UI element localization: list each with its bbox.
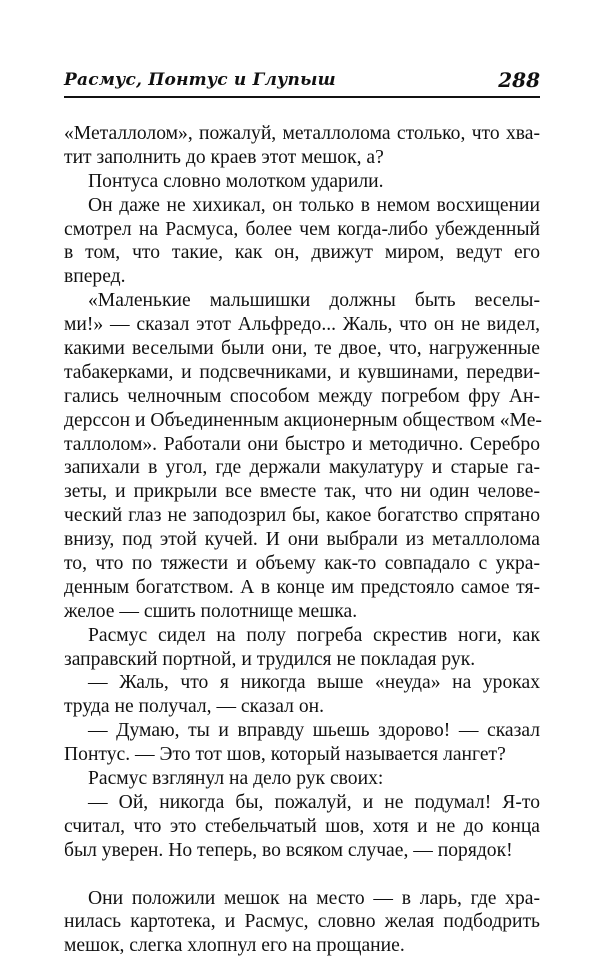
text-line: — Ой, никогда бы, пожалуй, и не подумал! Я-то <box>88 791 540 813</box>
text-line: то, что по тяжести и объему как-то совпадало с укра- <box>64 553 540 575</box>
body-text <box>64 122 540 958</box>
text-line: заправский портной, и трудился не покладая рук. <box>64 648 476 670</box>
text-line: дерссон и Объединенным акционерным обществом «Ме- <box>64 409 542 431</box>
text-line: «Металлолом», пожалуй, металлолома столько, что хва- <box>64 123 540 144</box>
text-line: запихали в угол, где держали макулатуру и старые га- <box>64 457 540 479</box>
text-line: — Жаль, что я никогда выше «неуда» на уроках <box>88 672 540 694</box>
text-line: денным богатством. А в конце им предстояло самое тя- <box>64 576 540 598</box>
text-line: Они положили мешок на место — в ларь, где хра- <box>88 887 540 909</box>
text-line: Расмус взглянул на дело рук своих: <box>88 768 384 790</box>
text-line: труда не получал, — сказал он. <box>64 696 325 718</box>
text-line: смотрел на Расмуса, более чем когда-либо убежденный <box>64 218 540 240</box>
text-line: «Маленькие мальшишки должны быть веселы- <box>88 290 540 312</box>
text-line: внизу, под этой кучей. И они выбрали из металлолома <box>64 529 540 551</box>
text-line: мешок, слегка хлопнул его на прощание. <box>64 935 405 957</box>
text-line: вперед. <box>64 266 126 288</box>
page-number: 288 <box>498 68 540 92</box>
text-line: Расмус сидел на полу погреба скрестив ноги, как <box>88 624 540 646</box>
text-line: табакерками, и подсвечниками, и кувшинами, передви- <box>64 361 540 383</box>
text-line: какими веселыми были они, те двое, что, нагруженные <box>64 338 540 360</box>
text-line: в том, что такие, как он, движут миром, ведут его <box>64 242 540 264</box>
text-line: желое — сшить полотнище мешка. <box>64 600 358 622</box>
text-line: — Думаю, ты и вправду шьешь здорово! — сказал <box>88 720 540 742</box>
text-line: Понтус. — Это тот шов, который называется лангет? <box>64 744 506 766</box>
page-header <box>64 68 540 98</box>
text-line: ми!» — сказал этот Альфредо... Жаль, что он не видел, <box>64 314 540 336</box>
header-rule <box>64 96 540 98</box>
text-line: тит заполнить до краев этот мешок, а? <box>64 146 384 168</box>
text-line: зеты, и прикрыли все вместе так, что ни один челове- <box>64 481 540 503</box>
text-line: считал, что это стебельчатый шов, хотя и не до конца <box>64 815 540 837</box>
paragraph-gap <box>64 863 540 887</box>
text-line: гались челночным способом между погребом фру Ан- <box>64 385 540 407</box>
text-line: Понтуса словно молотком ударили. <box>88 170 384 192</box>
text-line: ческий глаз не заподозрил бы, какое богатство спрятано <box>64 505 540 527</box>
text-line: Он даже не хихикал, он только в немом восхищении <box>88 194 540 216</box>
text-line: был уверен. Но теперь, во всяком случае, — порядок! <box>64 839 513 861</box>
text-line: нилась картотека, и Расмус, словно желая подбодрить <box>64 911 540 933</box>
text-line: таллолом». Работали они быстро и методично. Серебро <box>64 433 540 455</box>
running-title: Расмус, Понтус и Глупыш <box>64 70 336 90</box>
